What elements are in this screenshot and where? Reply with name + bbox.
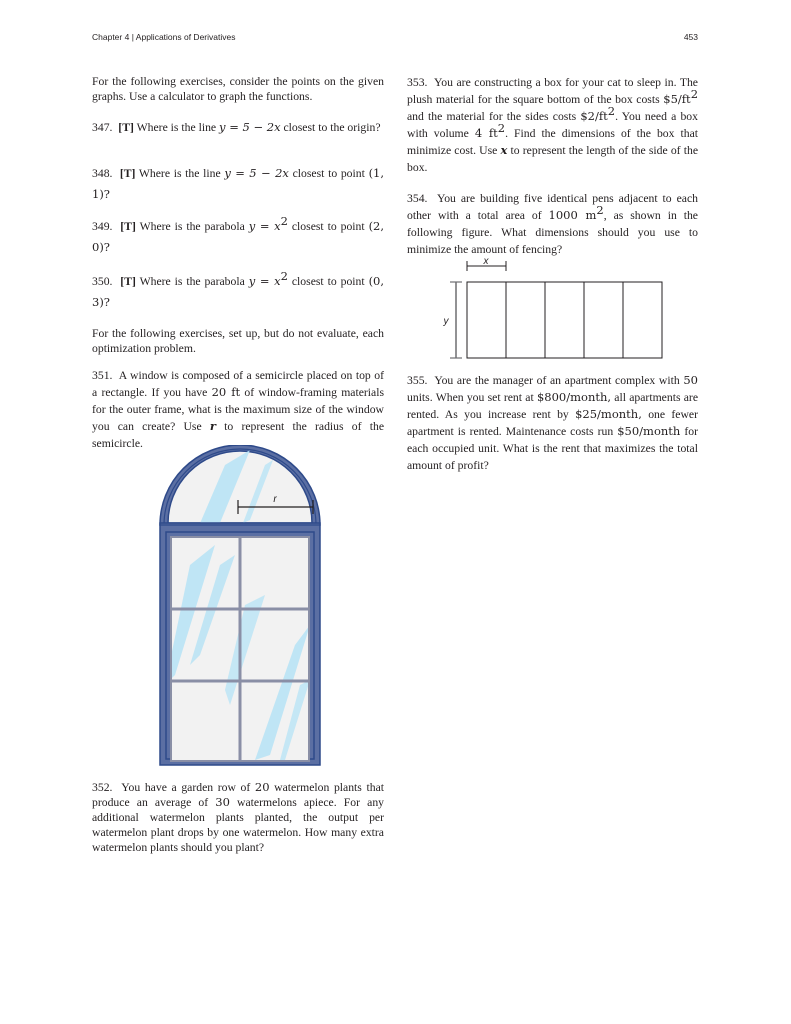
exercise-number: 348.: [92, 167, 113, 180]
exercise-351: [92, 367, 384, 452]
equation: y = x: [248, 274, 281, 288]
x-label: x: [483, 256, 489, 267]
window-figure: [155, 445, 325, 771]
quantity: 20: [254, 780, 270, 794]
text: . You need a box with volume: [407, 110, 698, 140]
technology-tag: [T]: [120, 275, 136, 288]
exercise-350: [92, 271, 384, 313]
text: closest to the origin?: [283, 121, 381, 134]
text: closest to point: [291, 220, 365, 233]
text: Where is the line: [136, 121, 217, 134]
text: You are the manager of an apartment complex with: [434, 374, 680, 387]
text: of window-framing materials for the outer frame, what is the maximum size of the window you can create? Use: [92, 386, 385, 433]
pens-group: [467, 282, 662, 358]
point: (0, 3)?: [92, 274, 385, 309]
exponent: 2: [607, 104, 616, 118]
exercise-347: [92, 117, 384, 138]
exercise-number: 347.: [92, 121, 113, 134]
text: all apartments are rented. As you increase rent by: [407, 391, 699, 421]
variable: r: [209, 419, 216, 433]
point: (1, 1)?: [92, 166, 385, 201]
quantity: 50: [683, 373, 698, 387]
exercise-number: 350.: [92, 275, 113, 288]
rent-increase: $25/month,: [575, 407, 642, 421]
pen: [545, 282, 584, 358]
text: closest to point: [291, 275, 365, 288]
equation: y = 5 − 2x: [224, 166, 289, 180]
pens-figure: [440, 255, 670, 365]
exponent: 2: [280, 214, 288, 228]
text: watermelons apiece. For any additional watermelon plants planted, the output per watermelon plant drops by one watermelon. How many extra watermelon plants should you plant?: [92, 796, 385, 854]
exercise-352: [92, 780, 384, 855]
exponent: 2: [690, 87, 699, 101]
pen: [506, 282, 545, 358]
exercise-353: [407, 74, 698, 176]
equation: y = 5 − 2x: [219, 120, 281, 134]
exercise-number: 354.: [407, 192, 428, 205]
exercise-intro: For the following exercises, consider the points on the given graphs. Use a calculator to graph the functions.: [92, 75, 384, 103]
text: closest to point: [292, 167, 365, 180]
text: watermelon plants that produce an average of: [92, 781, 384, 809]
text: units. When you set rent at: [407, 391, 534, 404]
y-label: y: [443, 316, 449, 327]
text: Where is the line: [138, 167, 221, 180]
text: You are building five identical pens adjacent to each other with a total area of: [407, 192, 698, 222]
cost: $2/ft: [580, 109, 608, 123]
exercise-355: [407, 372, 698, 474]
page-number: 453: [683, 32, 698, 42]
text: and the material for the sides costs: [407, 110, 577, 123]
radius-label: r: [273, 494, 277, 505]
text: Where is the parabola: [139, 220, 245, 233]
text: one fewer apartment is rented. Maintenance costs run: [407, 408, 698, 438]
exponent: 2: [280, 269, 288, 283]
area: 1000 m: [548, 208, 597, 222]
exercise-349: [92, 216, 384, 258]
exercise-number: 352.: [92, 781, 113, 794]
rent: $800/month,: [536, 390, 612, 404]
exercise-intro: For the following exercises, set up, but do not evaluate, each optimization problem.: [92, 327, 384, 355]
exercise-number: 355.: [407, 374, 428, 387]
text: , as shown in the following figure. What dimensions should you use to minimize the amount of fencing?: [407, 209, 698, 256]
exercise-348: [92, 163, 384, 205]
volume: 4 ft: [474, 126, 498, 140]
x-marker: [467, 256, 506, 271]
point: (2, 0)?: [92, 219, 385, 254]
text: for each occupied unit. What is the rent that maximizes the total amount of profit?: [407, 425, 698, 472]
text: You are constructing a box for your cat to sleep in. The plush material for the square bottom of the box costs: [407, 76, 698, 106]
exercise-354: [407, 190, 698, 258]
text: You have a garden row of: [121, 781, 251, 794]
text: . Find the dimensions of the box that minimize cost. Use: [407, 127, 699, 157]
text: A window is composed of a semicircle placed on top of a rectangle. If you have: [92, 369, 384, 399]
exercise-number: 351.: [92, 369, 113, 382]
quantity: 30: [215, 795, 230, 809]
exponent: 2: [596, 203, 604, 217]
technology-tag: [T]: [119, 167, 136, 180]
technology-tag: [T]: [118, 121, 134, 134]
exercise-number: 349.: [92, 220, 113, 233]
pen: [467, 282, 506, 358]
quantity: 20 ft: [211, 385, 241, 399]
maintenance-cost: $50/month: [617, 424, 681, 438]
text: to represent the length of the side of the box.: [407, 144, 699, 174]
page-header: [92, 32, 698, 44]
exponent: 2: [497, 121, 506, 135]
text: to represent the radius of the semicircle.: [92, 420, 385, 450]
y-marker: [443, 282, 463, 358]
cost: $5/ft: [663, 92, 691, 106]
equation: y = x: [248, 219, 281, 233]
exercise-number: 353.: [407, 76, 428, 89]
chapter-title: Chapter 4 | Applications of Derivatives: [92, 32, 236, 42]
variable: x: [500, 143, 508, 157]
pen: [623, 282, 662, 358]
text: Where is the parabola: [139, 275, 245, 288]
technology-tag: [T]: [120, 220, 136, 233]
pen: [584, 282, 623, 358]
